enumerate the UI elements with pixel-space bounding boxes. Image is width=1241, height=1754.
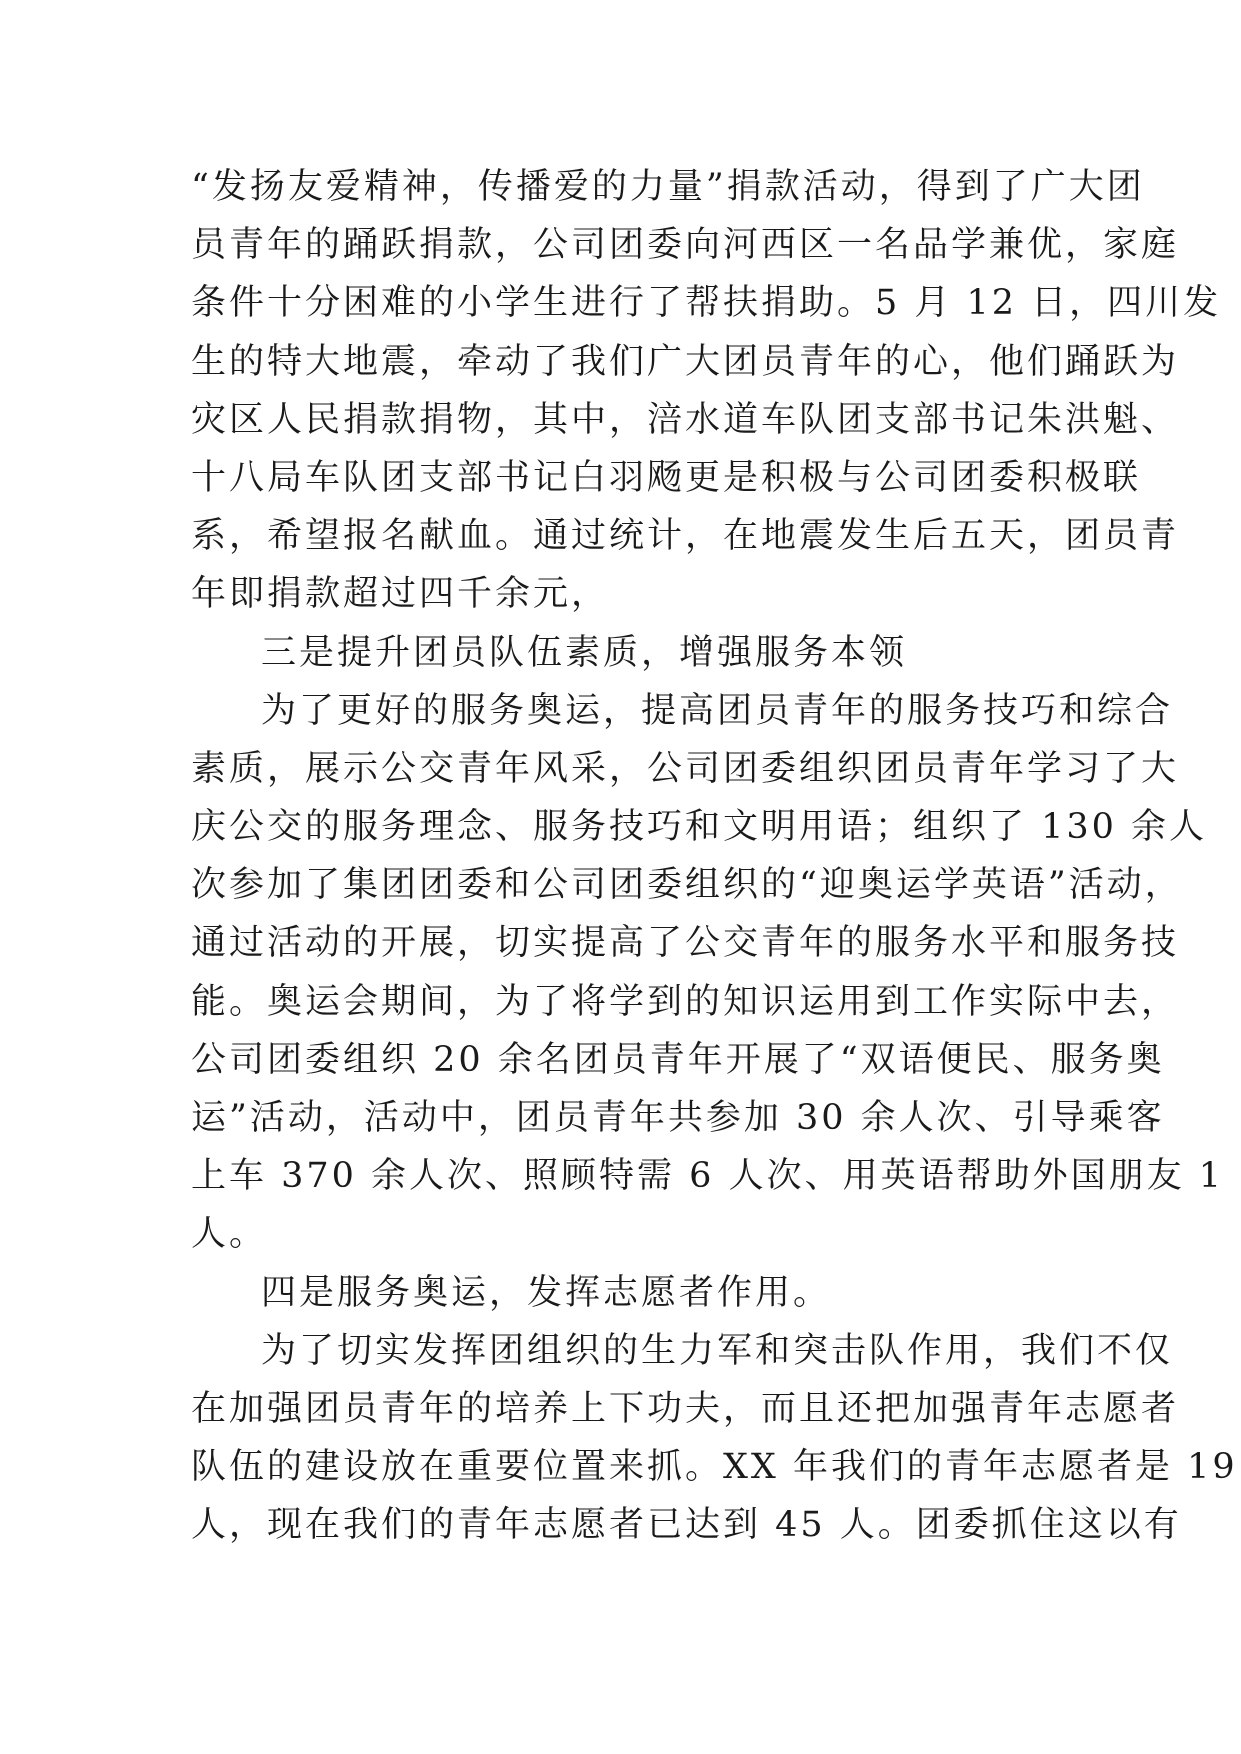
text-line: 员青年的踊跃捐款，公司团委向河西区一名品学兼优，家庭 bbox=[191, 225, 1180, 266]
paragraph-first-line: 为了更好的服务奥运，提高团员青年的服务技巧和综合 bbox=[261, 690, 1174, 731]
text-line: 公司团委组织 20 余名团员青年开展了“双语便民、服务奥 bbox=[191, 1039, 1165, 1080]
text-line: 能。奥运会期间，为了将学到的知识运用到工作实际中去， bbox=[191, 981, 1180, 1022]
text-line: “发扬友爱精神，传播爱的力量”捐款活动，得到了广大团 bbox=[191, 167, 1145, 207]
text-line: 队伍的建设放在重要位置来抓。XX 年我们的青年志愿者是 19 bbox=[191, 1447, 1238, 1488]
text-line: 生的特大地震，牵动了我们广大团员青年的心，他们踊跃为 bbox=[191, 341, 1180, 382]
text-line: 次参加了集团团委和公司团委组织的“迎奥运学英语”活动， bbox=[191, 865, 1183, 906]
text-line: 运”活动，活动中，团员青年共参加 30 余人次、引导乘客 bbox=[191, 1098, 1165, 1138]
text-line: 灾区人民捐款捐物，其中，涪水道车队团支部书记朱洪魁、 bbox=[191, 399, 1180, 440]
text-line: 在加强团员青年的培养上下功夫，而且还把加强青年志愿者 bbox=[191, 1388, 1180, 1429]
text-line: 年即捐款超过四千余元， bbox=[191, 574, 610, 615]
body-text bbox=[191, 158, 1238, 1555]
text-line: 庆公交的服务理念、服务技巧和文明用语；组织了 130 余人 bbox=[191, 807, 1208, 848]
paragraph-first-line: 为了切实发挥团组织的生力军和突击队作用，我们不仅 bbox=[261, 1330, 1174, 1371]
text-line: 条件十分困难的小学生进行了帮扶捐助。5 月 12 日，四川发 bbox=[191, 283, 1222, 324]
text-line: 上车 370 余人次、照顾特需 6 人次、用英语帮助外国朋友 1 bbox=[191, 1156, 1224, 1197]
text-line: 系，希望报名献血。通过统计，在地震发生后五天，团员青 bbox=[191, 516, 1180, 557]
text-line: 十八局车队团支部书记白羽飏更是积极与公司团委积极联 bbox=[191, 457, 1142, 498]
text-line: 素质，展示公交青年风采，公司团委组织团员青年学习了大 bbox=[191, 748, 1180, 789]
text-line: 通过活动的开展，切实提高了公交青年的服务水平和服务技 bbox=[191, 923, 1180, 964]
section-heading: 四是服务奥运，发挥志愿者作用。 bbox=[261, 1272, 832, 1313]
text-line: 人，现在我们的青年志愿者已达到 45 人。团委抓住这以有 bbox=[191, 1505, 1182, 1546]
section-heading: 三是提升团员队伍素质，增强服务本领 bbox=[261, 632, 908, 673]
text-line: 人。 bbox=[191, 1214, 268, 1255]
